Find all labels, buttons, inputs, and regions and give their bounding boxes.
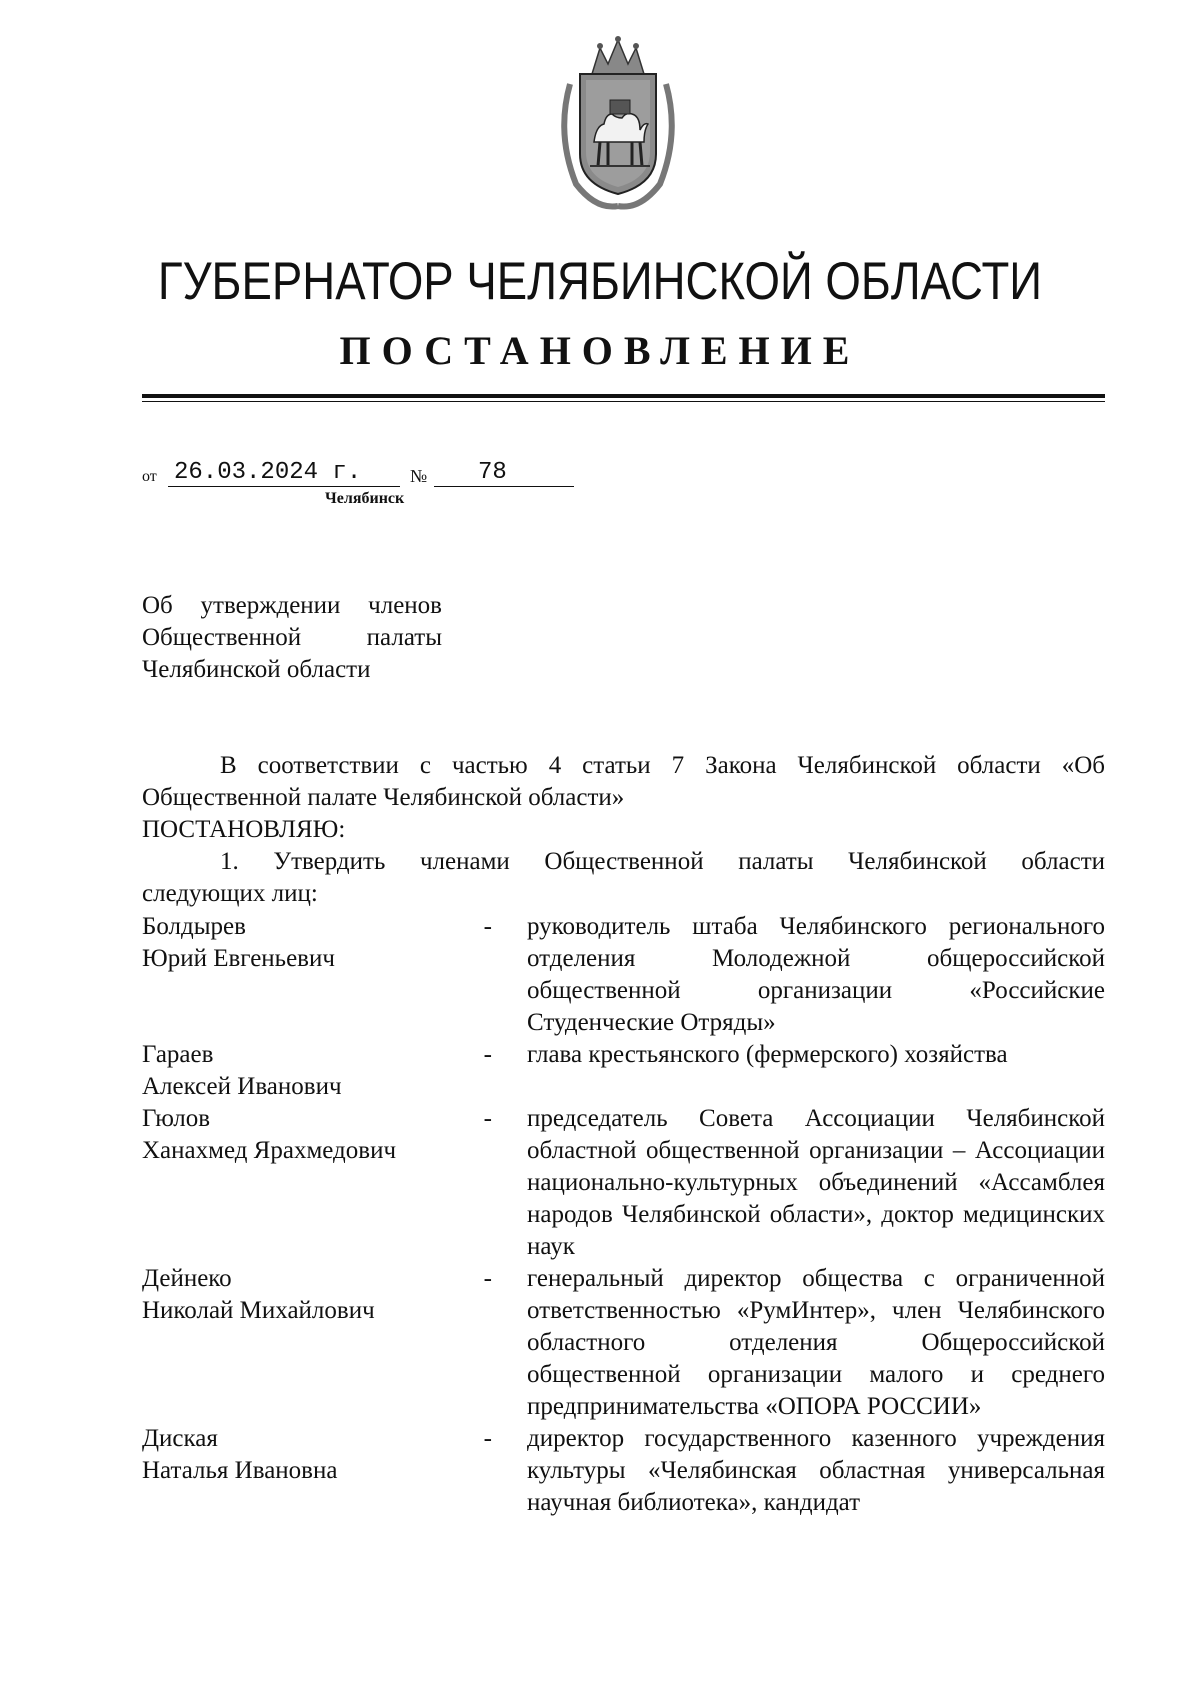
dash-separator: - xyxy=(483,913,492,940)
member-entry xyxy=(142,911,1105,1039)
member-given-name: Алексей Иванович xyxy=(142,1073,342,1100)
dash-separator: - xyxy=(483,1265,492,1292)
member-description: генеральный директор общества с ограниченной ответственностью «РумИнтер», член Челябинского областного отделения Общероссийской общественной организации малого и среднего предпринимательства «ОПОРА РОССИИ» xyxy=(527,1265,1105,1420)
document-type: ПОСТАНОВЛЕНИЕ xyxy=(339,328,861,373)
document-subject xyxy=(142,590,442,686)
authority-title: ГУБЕРНАТОР ЧЕЛЯБИНСКОЙ ОБЛАСТИ xyxy=(157,252,1043,311)
document-date: 26.03.2024 г. xyxy=(168,460,400,487)
member-name xyxy=(142,1263,452,1423)
subject-line: Об утверждении членов xyxy=(142,592,442,619)
member-description: глава крестьянского (фермерского) хозяйства xyxy=(527,1041,1008,1068)
member-given-name: Ханахмед Ярахмедович xyxy=(142,1137,397,1164)
item-1-continuation: следующих лиц: xyxy=(142,880,318,907)
subject-line: Общественной палаты xyxy=(142,624,442,651)
member-surname: Гюлов xyxy=(142,1105,211,1132)
subject-line: Челябинской области xyxy=(142,656,371,683)
header-rule-thin xyxy=(142,401,1105,402)
member-entry xyxy=(142,1423,1105,1519)
chelyabinsk-coat-of-arms-icon xyxy=(552,34,684,212)
member-given-name: Наталья Ивановна xyxy=(142,1457,338,1484)
member-entry xyxy=(142,1263,1105,1423)
member-surname: Гараев xyxy=(142,1041,214,1068)
member-name xyxy=(142,911,452,1039)
member-entry xyxy=(142,1039,1105,1103)
member-given-name: Юрий Евгеньевич xyxy=(142,945,335,972)
member-name xyxy=(142,1423,452,1519)
member-entry xyxy=(142,1103,1105,1263)
preamble-paragraph: В соответствии с частью 4 статьи 7 Закона Челябинской области «Об Общественной палате Челябинской области» xyxy=(142,752,1105,811)
member-given-name: Николай Михайлович xyxy=(142,1297,375,1324)
member-surname: Дейнеко xyxy=(142,1265,232,1292)
document-body xyxy=(142,750,1105,910)
header-rule-thick xyxy=(142,394,1105,398)
member-description: директор государственного казенного учреждения культуры «Челябинская областная универсальная научная библиотека», кандидат xyxy=(527,1425,1105,1516)
dash-separator: - xyxy=(483,1425,492,1452)
number-label: № xyxy=(410,466,428,486)
item-1-line: 1. Утвердить членами Общественной палаты Челябинской области xyxy=(220,848,1105,875)
resolve-statement: ПОСТАНОВЛЯЮ: xyxy=(142,816,346,843)
member-name xyxy=(142,1039,452,1103)
document-number: 78 xyxy=(434,460,574,487)
member-name xyxy=(142,1103,452,1263)
member-surname: Болдырев xyxy=(142,913,246,940)
coat-of-arms-emblem xyxy=(552,34,684,212)
member-description: председатель Совета Ассоциации Челябинской областной общественной организации – Ассоциации национально-культурных объединений «Ассамблея народов Челябинской области», доктор медицинских наук xyxy=(527,1105,1105,1260)
member-description: руководитель штаба Челябинского регионального отделения Молодежной общероссийской общественной организации «Российские Студенческие Отряды» xyxy=(527,913,1105,1036)
from-label: от xyxy=(142,468,157,485)
dash-separator: - xyxy=(483,1105,492,1132)
members-list xyxy=(142,911,1105,1519)
member-surname: Диская xyxy=(142,1425,218,1452)
city-label: Челябинск xyxy=(325,490,405,507)
dash-separator: - xyxy=(483,1041,492,1068)
